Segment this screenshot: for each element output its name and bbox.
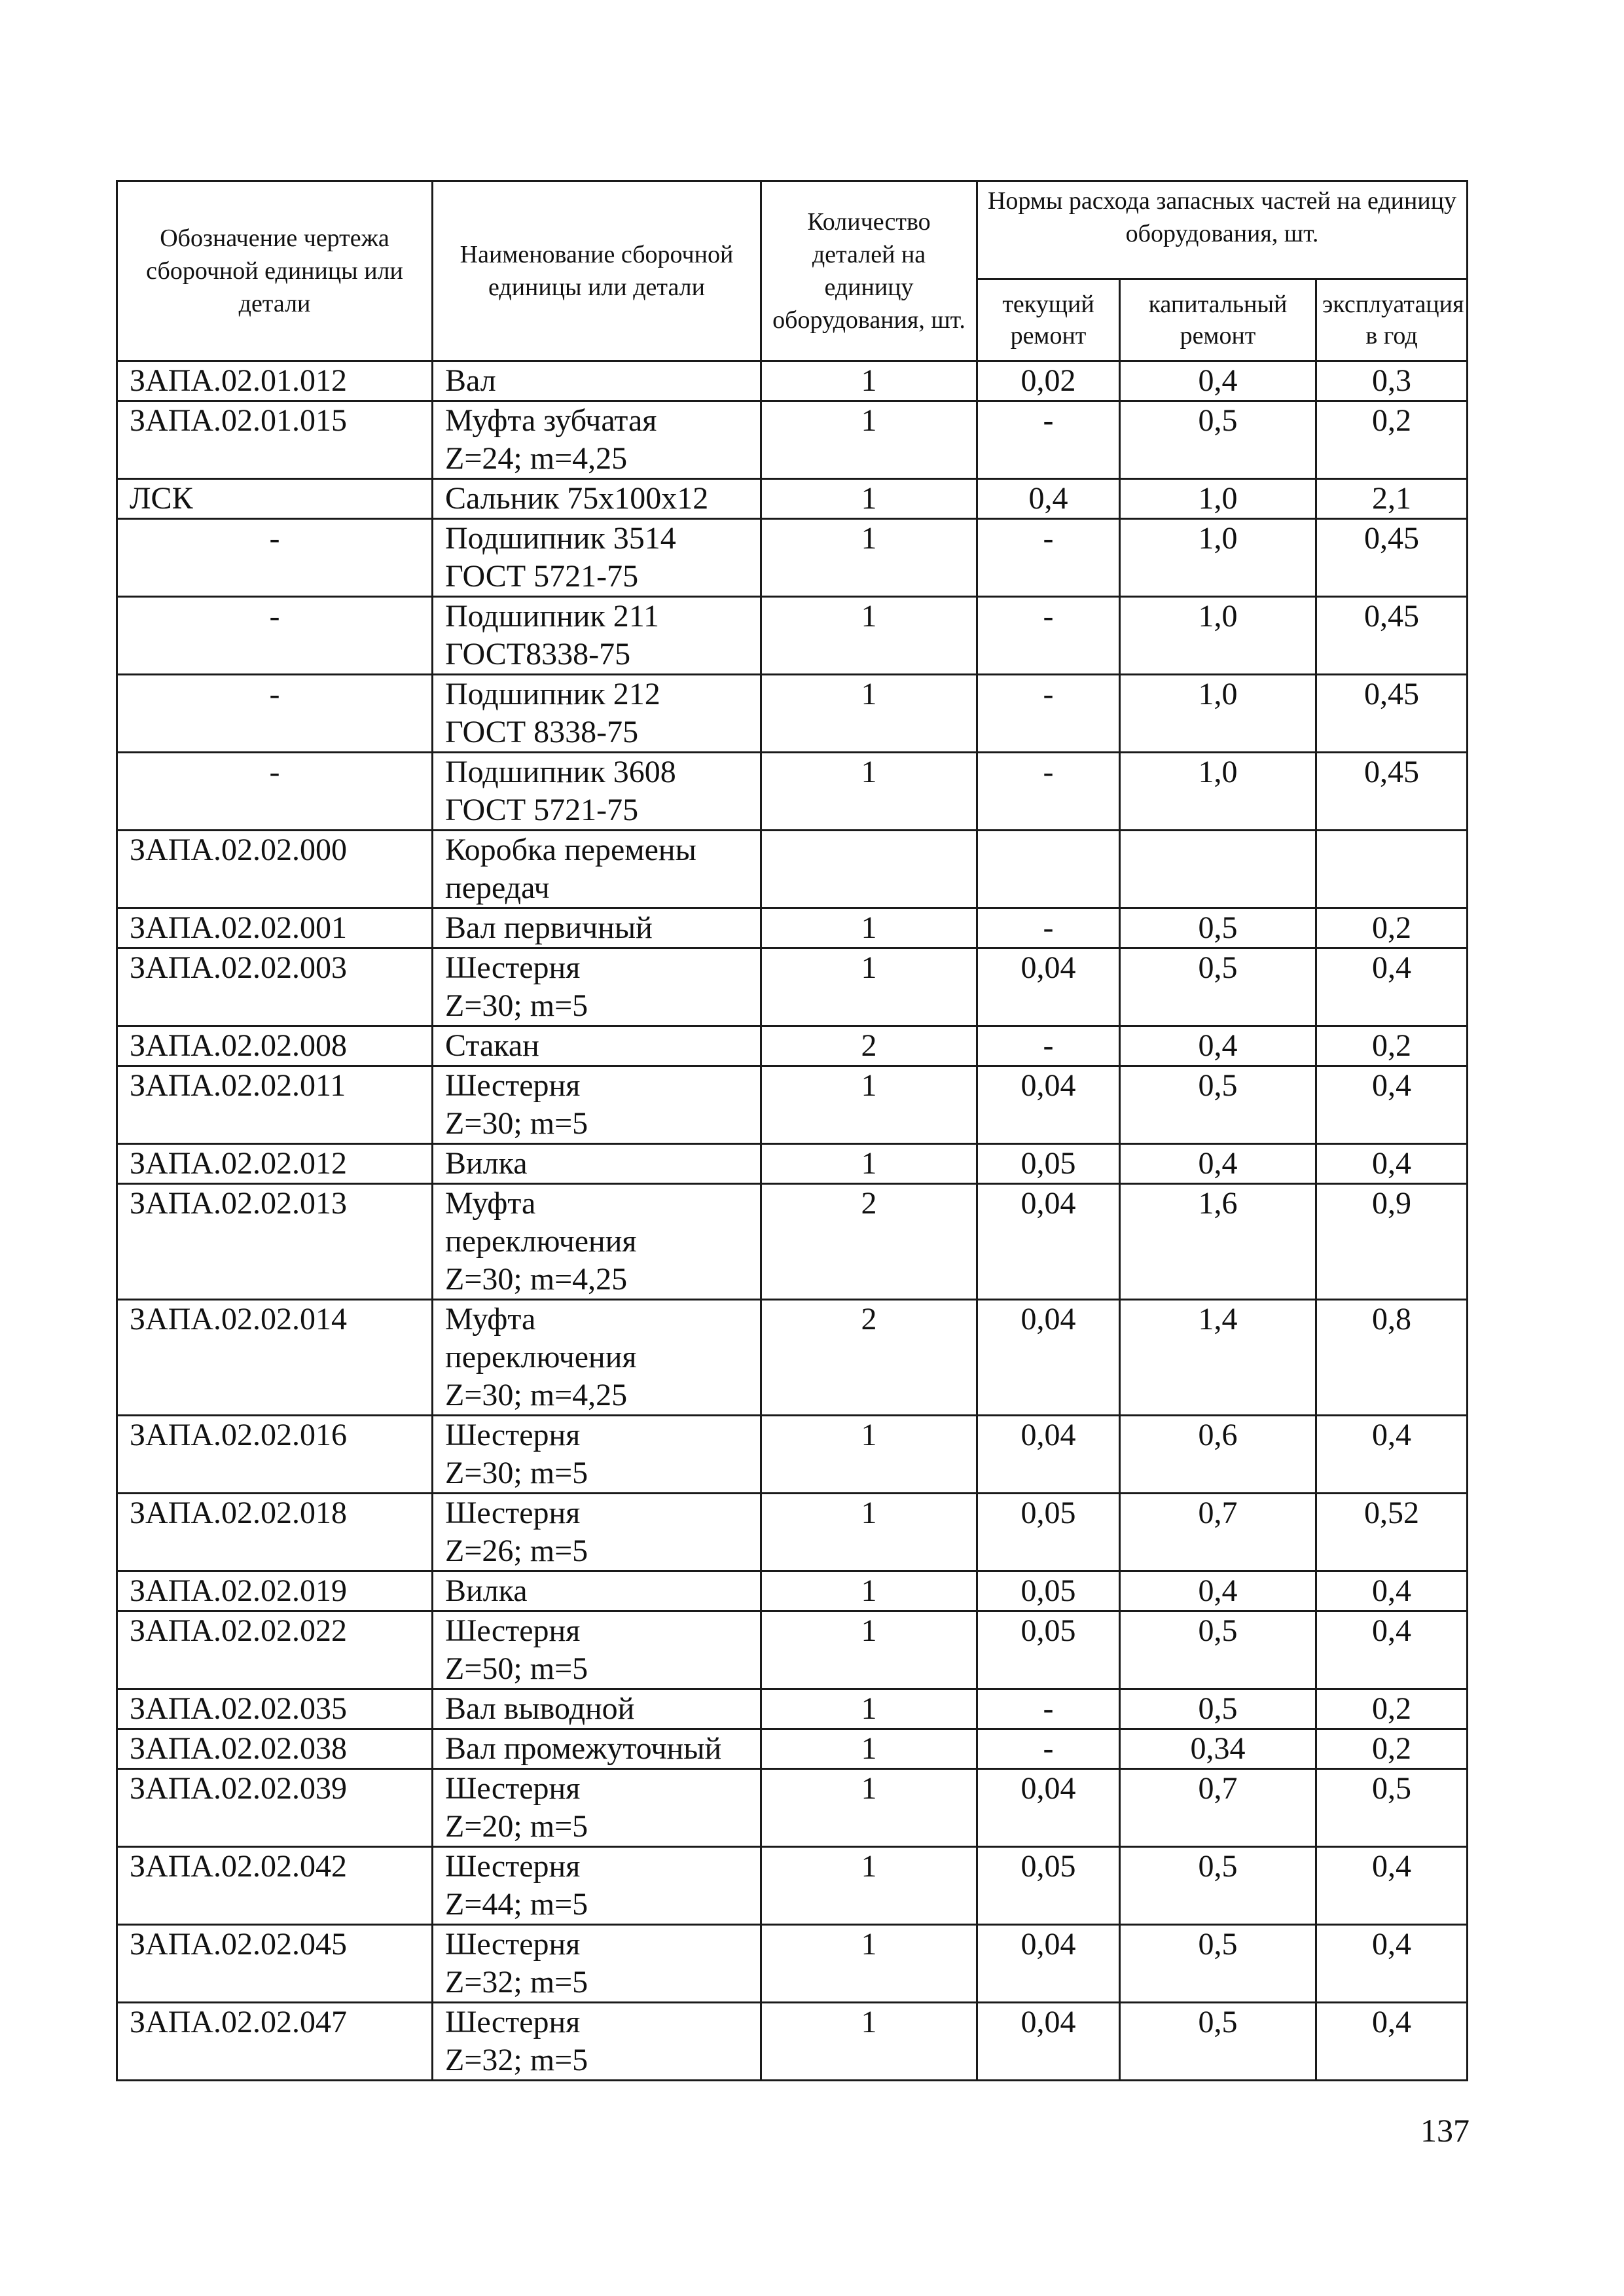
cell-current-repair: 0,04	[977, 1925, 1120, 2003]
cell-current-repair: -	[977, 401, 1120, 479]
table-row	[117, 597, 1468, 675]
cell-code: ЗАПА.02.01.012	[117, 361, 433, 401]
table-row	[117, 1769, 1468, 1847]
header-quantity: Количество деталей на единицу оборудования, шт.	[761, 181, 977, 361]
table-row	[117, 908, 1468, 948]
cell-current-repair: 0,04	[977, 1184, 1120, 1300]
table-row	[117, 948, 1468, 1026]
cell-current-repair	[977, 831, 1120, 908]
cell-quantity: 2	[761, 1300, 977, 1416]
table-row	[117, 1494, 1468, 1571]
cell-quantity: 1	[761, 1729, 977, 1769]
cell-quantity: 1	[761, 1416, 977, 1494]
cell-code: ЗАПА.02.02.022	[117, 1611, 433, 1689]
cell-code: -	[117, 675, 433, 753]
cell-quantity: 1	[761, 908, 977, 948]
cell-code: ЗАПА.02.02.013	[117, 1184, 433, 1300]
cell-current-repair: -	[977, 1026, 1120, 1066]
header-capital-repair: капитальный ремонт	[1120, 279, 1316, 361]
cell-quantity: 1	[761, 519, 977, 597]
cell-current-repair: 0,04	[977, 948, 1120, 1026]
cell-capital-repair: 0,7	[1120, 1769, 1316, 1847]
cell-code: -	[117, 519, 433, 597]
cell-name: Муфта зубчатая Z=24; m=4,25	[433, 401, 761, 479]
cell-name: Шестерня Z=32; m=5	[433, 1925, 761, 2003]
cell-operation-year: 0,45	[1316, 519, 1468, 597]
cell-current-repair: 0,04	[977, 1416, 1120, 1494]
cell-current-repair: 0,05	[977, 1847, 1120, 1925]
cell-code: ЗАПА.02.02.019	[117, 1571, 433, 1611]
cell-code: ЗАПА.02.02.035	[117, 1689, 433, 1729]
cell-quantity: 1	[761, 1571, 977, 1611]
cell-capital-repair: 1,0	[1120, 597, 1316, 675]
cell-capital-repair: 1,0	[1120, 519, 1316, 597]
cell-current-repair: 0,02	[977, 361, 1120, 401]
table-row	[117, 1026, 1468, 1066]
cell-quantity: 1	[761, 1925, 977, 2003]
cell-code: ЛСК	[117, 479, 433, 519]
table-row	[117, 1925, 1468, 2003]
cell-current-repair: 0,04	[977, 1300, 1120, 1416]
cell-quantity: 2	[761, 1184, 977, 1300]
header-norms: Нормы расхода запасных частей на единицу оборудования, шт.	[977, 181, 1468, 279]
cell-code: ЗАПА.02.02.001	[117, 908, 433, 948]
cell-name: Вал	[433, 361, 761, 401]
cell-name: Шестерня Z=20; m=5	[433, 1769, 761, 1847]
table-row	[117, 1611, 1468, 1689]
cell-code: ЗАПА.02.02.016	[117, 1416, 433, 1494]
cell-code: ЗАПА.02.02.008	[117, 1026, 433, 1066]
header-code: Обозначение чертежа сборочной единицы или детали	[117, 181, 433, 361]
cell-capital-repair: 1,0	[1120, 479, 1316, 519]
cell-name: Шестерня Z=30; m=5	[433, 948, 761, 1026]
header-operation-year: эксплуатация в год	[1316, 279, 1468, 361]
cell-name: Шестерня Z=44; m=5	[433, 1847, 761, 1925]
cell-capital-repair: 0,5	[1120, 1925, 1316, 2003]
table-row	[117, 1184, 1468, 1300]
header-current-repair: текущий ремонт	[977, 279, 1120, 361]
cell-name: Шестерня Z=50; m=5	[433, 1611, 761, 1689]
table-row	[117, 831, 1468, 908]
cell-operation-year: 0,4	[1316, 1571, 1468, 1611]
cell-current-repair: -	[977, 519, 1120, 597]
cell-current-repair: 0,05	[977, 1144, 1120, 1184]
cell-name: Шестерня Z=30; m=5	[433, 1066, 761, 1144]
cell-capital-repair: 0,5	[1120, 401, 1316, 479]
cell-quantity: 1	[761, 675, 977, 753]
cell-code: ЗАПА.02.02.000	[117, 831, 433, 908]
cell-name: Вилка	[433, 1144, 761, 1184]
table-row	[117, 479, 1468, 519]
cell-operation-year: 0,45	[1316, 753, 1468, 831]
table-row	[117, 1571, 1468, 1611]
cell-capital-repair: 0,5	[1120, 1611, 1316, 1689]
table-row	[117, 1729, 1468, 1769]
cell-capital-repair: 0,5	[1120, 1066, 1316, 1144]
cell-code: ЗАПА.02.02.018	[117, 1494, 433, 1571]
cell-capital-repair: 0,5	[1120, 1689, 1316, 1729]
cell-code: ЗАПА.02.02.039	[117, 1769, 433, 1847]
cell-operation-year: 0,4	[1316, 1066, 1468, 1144]
cell-operation-year: 0,5	[1316, 1769, 1468, 1847]
cell-operation-year: 0,4	[1316, 1847, 1468, 1925]
cell-code: -	[117, 597, 433, 675]
cell-current-repair: -	[977, 1729, 1120, 1769]
cell-capital-repair: 0,4	[1120, 1144, 1316, 1184]
cell-operation-year	[1316, 831, 1468, 908]
cell-capital-repair: 0,4	[1120, 361, 1316, 401]
cell-quantity: 1	[761, 948, 977, 1026]
cell-name: Стакан	[433, 1026, 761, 1066]
table-row	[117, 753, 1468, 831]
cell-code: ЗАПА.02.01.015	[117, 401, 433, 479]
cell-operation-year: 0,52	[1316, 1494, 1468, 1571]
cell-quantity: 1	[761, 401, 977, 479]
table-row	[117, 1689, 1468, 1729]
cell-capital-repair: 1,0	[1120, 753, 1316, 831]
cell-operation-year: 0,4	[1316, 1611, 1468, 1689]
cell-current-repair: -	[977, 597, 1120, 675]
cell-name: Вал первичный	[433, 908, 761, 948]
spare-parts-table	[116, 180, 1468, 2081]
cell-quantity: 1	[761, 1769, 977, 1847]
table-body	[117, 361, 1468, 2081]
table-row	[117, 361, 1468, 401]
cell-code: ЗАПА.02.02.014	[117, 1300, 433, 1416]
cell-name: Муфта переключения Z=30; m=4,25	[433, 1184, 761, 1300]
table-row	[117, 2003, 1468, 2081]
cell-capital-repair: 0,4	[1120, 1571, 1316, 1611]
cell-current-repair: -	[977, 753, 1120, 831]
cell-name: Подшипник 212 ГОСТ 8338-75	[433, 675, 761, 753]
cell-operation-year: 0,45	[1316, 675, 1468, 753]
cell-operation-year: 0,4	[1316, 1416, 1468, 1494]
cell-operation-year: 0,2	[1316, 401, 1468, 479]
cell-capital-repair	[1120, 831, 1316, 908]
cell-capital-repair: 1,0	[1120, 675, 1316, 753]
cell-operation-year: 0,3	[1316, 361, 1468, 401]
cell-capital-repair: 0,6	[1120, 1416, 1316, 1494]
table-row	[117, 1144, 1468, 1184]
cell-operation-year: 0,4	[1316, 948, 1468, 1026]
cell-code: ЗАПА.02.02.042	[117, 1847, 433, 1925]
cell-code: ЗАПА.02.02.047	[117, 2003, 433, 2081]
cell-operation-year: 0,2	[1316, 908, 1468, 948]
cell-code: -	[117, 753, 433, 831]
cell-capital-repair: 0,5	[1120, 948, 1316, 1026]
cell-capital-repair: 0,4	[1120, 1026, 1316, 1066]
cell-name: Коробка перемены передач	[433, 831, 761, 908]
cell-name: Шестерня Z=32; m=5	[433, 2003, 761, 2081]
cell-quantity: 1	[761, 1494, 977, 1571]
cell-capital-repair: 0,5	[1120, 1847, 1316, 1925]
cell-current-repair: 0,04	[977, 1769, 1120, 1847]
cell-operation-year: 0,8	[1316, 1300, 1468, 1416]
cell-name: Подшипник 3514 ГОСТ 5721-75	[433, 519, 761, 597]
cell-quantity: 1	[761, 361, 977, 401]
cell-quantity: 1	[761, 1611, 977, 1689]
cell-code: ЗАПА.02.02.003	[117, 948, 433, 1026]
cell-quantity: 1	[761, 1689, 977, 1729]
cell-name: Шестерня Z=26; m=5	[433, 1494, 761, 1571]
table-row	[117, 1300, 1468, 1416]
cell-operation-year: 0,2	[1316, 1026, 1468, 1066]
cell-name: Подшипник 3608 ГОСТ 5721-75	[433, 753, 761, 831]
cell-current-repair: 0,04	[977, 2003, 1120, 2081]
header-name: Наименование сборочной единицы или детали	[433, 181, 761, 361]
cell-quantity: 1	[761, 1066, 977, 1144]
cell-capital-repair: 1,6	[1120, 1184, 1316, 1300]
cell-name: Вал промежуточный	[433, 1729, 761, 1769]
cell-quantity: 1	[761, 597, 977, 675]
cell-capital-repair: 1,4	[1120, 1300, 1316, 1416]
cell-capital-repair: 0,5	[1120, 908, 1316, 948]
table-row	[117, 519, 1468, 597]
cell-quantity: 1	[761, 1144, 977, 1184]
table-row	[117, 401, 1468, 479]
cell-operation-year: 0,2	[1316, 1689, 1468, 1729]
table-row	[117, 1066, 1468, 1144]
cell-code: ЗАПА.02.02.045	[117, 1925, 433, 2003]
cell-operation-year: 0,4	[1316, 1144, 1468, 1184]
cell-current-repair: 0,05	[977, 1494, 1120, 1571]
cell-code: ЗАПА.02.02.038	[117, 1729, 433, 1769]
cell-operation-year: 0,9	[1316, 1184, 1468, 1300]
cell-operation-year: 0,4	[1316, 1925, 1468, 2003]
cell-quantity: 1	[761, 753, 977, 831]
cell-current-repair: -	[977, 675, 1120, 753]
cell-quantity: 1	[761, 479, 977, 519]
cell-name: Вилка	[433, 1571, 761, 1611]
cell-capital-repair: 0,5	[1120, 2003, 1316, 2081]
cell-operation-year: 0,45	[1316, 597, 1468, 675]
cell-current-repair: -	[977, 1689, 1120, 1729]
cell-name: Сальник 75х100х12	[433, 479, 761, 519]
cell-operation-year: 0,4	[1316, 2003, 1468, 2081]
table-row	[117, 675, 1468, 753]
cell-quantity	[761, 831, 977, 908]
cell-code: ЗАПА.02.02.012	[117, 1144, 433, 1184]
page-number: 137	[1420, 2112, 1470, 2149]
cell-current-repair: 0,05	[977, 1611, 1120, 1689]
table-row	[117, 1416, 1468, 1494]
cell-quantity: 1	[761, 1847, 977, 1925]
cell-code: ЗАПА.02.02.011	[117, 1066, 433, 1144]
cell-current-repair: -	[977, 908, 1120, 948]
cell-name: Шестерня Z=30; m=5	[433, 1416, 761, 1494]
cell-quantity: 2	[761, 1026, 977, 1066]
cell-name: Вал выводной	[433, 1689, 761, 1729]
cell-current-repair: 0,04	[977, 1066, 1120, 1144]
cell-name: Подшипник 211 ГОСТ8338-75	[433, 597, 761, 675]
cell-current-repair: 0,05	[977, 1571, 1120, 1611]
cell-operation-year: 0,2	[1316, 1729, 1468, 1769]
cell-quantity: 1	[761, 2003, 977, 2081]
cell-name: Муфта переключения Z=30; m=4,25	[433, 1300, 761, 1416]
table-row	[117, 1847, 1468, 1925]
cell-capital-repair: 0,34	[1120, 1729, 1316, 1769]
cell-capital-repair: 0,7	[1120, 1494, 1316, 1571]
cell-current-repair: 0,4	[977, 479, 1120, 519]
cell-operation-year: 2,1	[1316, 479, 1468, 519]
